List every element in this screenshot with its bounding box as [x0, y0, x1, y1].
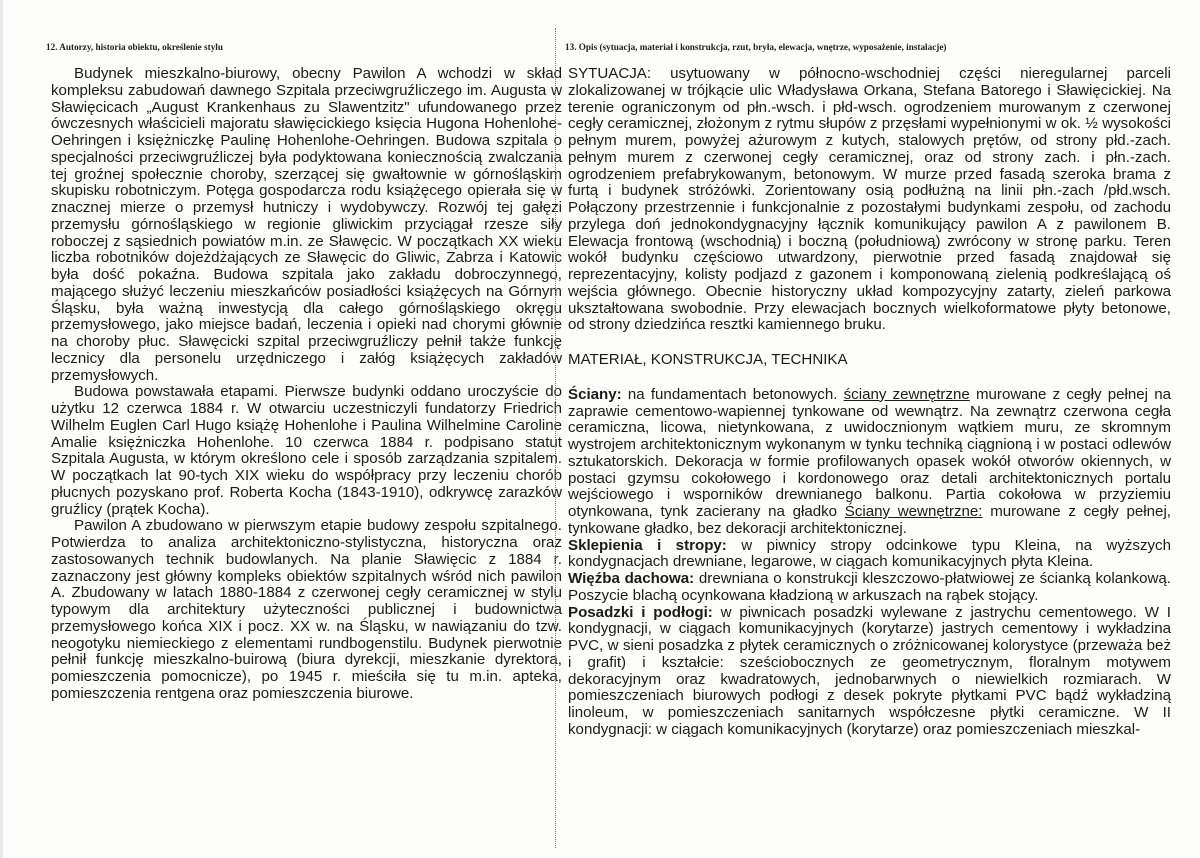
- history-paragraph: Pawilon A zbudowano w pierwszym etapie budowy zespołu szpitalnego. Potwierdza to analiza architektoniczno-stylistyczna, historyczna oraz zastosowanych technik budowlanych. Na planie Sławięcic z 1884 r. zaznaczony jest główny kompleks obiektów szpitalnych wśród nich pawilon A. Zbudowany w latach 1880-1884 z czerwonej cegły ceramicznej w stylu typowym dla architektury użyteczności publicznej i budownictwa przemysłowego końca XIX i pocz. XX w. na Śląsku, w nawiązaniu do tzw. neogotyku niemieckiego z elementami rundbogenstilu. Budynek pierwotnie pełnił funkcję mieszkalno-buirową (biura dyrekcji, mieszkanie dyrektora, pomieszczenia pomocnicze), po 1945 r. mieściła się tu m.in. apteka, pomieszczenia rentgena oraz pomieszczenia biurowe.: [51, 517, 562, 702]
- situation-paragraph: SYTUACJA: usytuowany w północno-wschodniej części nieregularnej parceli zlokalizowanej w trójkącie ulic Władysława Orkana, Stefana Batorego i Sławięcickiej. Na terenie ograniczonym od płn.-wsch. i płd-wsch. ogrodzeniem murowanym z czerwonej cegły ceramicznej, złożonym z rytmu słupów z przęsłami wypełnionymi w ok. ½ wysokości pełnym murem, powyżej ażurowym z kutych, stalowych prętów, od strony płd.-zach. pełnym murem z czerwonej cegły ceramicznej, oraz od strony zach. i płn.-zach. ogrodzeniem prefabrykowanym, betonowym. W murze przed fasadą szeroka brama z furtą i budynek stróżówki. Zorientowany osią podłużną na linii płn.-zach /płd.wsch. Połączony przestrzennie i funkcjonalnie z pozostałymi budynkami zespołu, od zachodu przylega doń jednokondygnacyjny łącznik komunikujący pawilon A z pawilonem B. Elewacja frontową (wschodnią) i boczną (południową) zwrócony w stronę parku. Teren wokół budynku częściowo utwardzony, pierwotnie przed fasadą znajdował się reprezentacyjny, kolisty podjazd z gazonem i komponowaną zielenią podkreślającą oś wejścia głównego. Obecnie historyczny układ kompozycyjny zatarty, zieleń parkowa ukształtowana swobodnie. Przy elewacjach bocznych wielkoformatowe płyty betonowe, od strony dziedzińca resztki kamiennego bruku.: [568, 65, 1171, 334]
- walls-text: murowane z cegły pełnej na zaprawie cementowo-wapiennej tynkowane od wewnątrz. Na zewnątrz czerwona cegła ceramiczna, licowa, nietynkowana, z uwidocznionym wątkiem muru, ze skromnym wystrojem architektonicznym wykonanym w tynku techniką ciągnioną i w postaci odlewów sztukatorskich. Dekoracja w formie profilowanych opasek wokół otworów okiennych, w postaci gzymsu cokołowego i kordonowego oraz detali architektonicznych portalu wejściowego i wsporników drewnianego balkonu. Partia cokołowa w przyziemiu otynkowana, tynk zacierany na gładko: [568, 385, 1171, 520]
- floors-paragraph: [568, 605, 1171, 739]
- walls-paragraph: [568, 387, 1171, 538]
- scan-edge: [0, 0, 3, 858]
- walls-internal-label: Ściany wewnętrzne:: [844, 503, 983, 520]
- ceilings-paragraph: [568, 538, 1171, 572]
- history-paragraph: Budowa powstawała etapami. Pierwsze budynki oddano uroczyście do użytku 12 czerwca 1884 r. W otwarciu uczestniczyli fundatorzy Friedrich Wilhelm Euglen Carl Hugo książę Hohenlohe i Paulina Wilhelmine Caroline Amalie księżniczka Hohenlohe. 10 czerwca 1884 r. podpisano statut Szpitala Augusta, w którym określono cele i sposób zarządzania szpitalem. W początkach lat 90-tych XIX wieku do współpracy przy leczeniu chorób płucnych pozyskano prof. Roberta Kocha (1843-1910), odkrywcę zarazków gruźlicy (prątek Kocha).: [51, 383, 562, 518]
- description-text: [568, 66, 1171, 739]
- section-12-header: 12. Autorzy, historia obiektu, określenie stylu: [46, 42, 223, 52]
- ceilings-label: Sklepienia i stropy:: [568, 536, 727, 554]
- walls-text: na fundamentach betonowych.: [621, 385, 844, 403]
- section-13-header: 13. Opis (sytuacja, materiał i konstrukcja, rzut, bryła, elewacja, wnętrze, wyposażenie, instalacje): [565, 42, 947, 52]
- roof-text: drewniana o konstrukcji kleszczowo-płatwiowej ze ścianką kolankową. Poszycie blachą ocynkowana kładzioną w arkuszach na rąbek stojący.: [568, 570, 1171, 604]
- material-section-title: MATERIAŁ, KONSTRUKCJA, TECHNIKA: [568, 351, 848, 368]
- roof-paragraph: [568, 571, 1171, 605]
- walls-text: murowane z cegły pełnej, tynkowane gładko, bez dekoracji architektonicznej.: [568, 503, 1172, 537]
- walls-label: Ściany:: [568, 385, 622, 403]
- history-text: [51, 66, 562, 703]
- left-column: [38, 0, 562, 858]
- ceilings-text: w piwnicy stropy odcinkowe typu Kleina, na wyższych kondygnacjach drewniane, legarowe, w ciągach komunikacyjnych płyta Kleina.: [568, 536, 1171, 571]
- right-column: [563, 0, 1175, 858]
- walls-external-label: ściany zewnętrzne: [843, 385, 970, 403]
- floors-text: w piwnicach posadzki wylewane z jastrychu cementowego. W I kondygnacji, w ciągach komunikacyjnych (korytarze) jastrych cementowy i wykładzina PVC, w sieni posadzka z płytek ceramicznych o zróżnicowanej kolorystyce (przeważa beż i grafit) i kształcie: sześciobocznych ze geometrycznym, floralnym motywem dekoracyjnym oraz kwadratowych, jednobarwnych o niewielkich rozmiarach. W pomieszczeniach biurowych podłogi z desek pokryte płytkami PVC bądź wykładziną linoleum, w pomieszczeniach sanitarnych współczesne płytki ceramiczne. W II kondygnacji: w ciągach komunikacyjnych (korytarze) oraz pomieszczeniach mieszkal-: [568, 603, 1171, 738]
- column-divider: [555, 28, 556, 848]
- roof-label: Więźba dachowa:: [568, 570, 695, 587]
- floors-label: Posadzki i podłogi:: [568, 603, 713, 621]
- history-paragraph: Budynek mieszkalno-biurowy, obecny Pawilon A wchodzi w skład kompleksu zabudowań dawnego Szpitala przeciwgruźliczego im. Augusta w Sławięcicach „August Krankenhaus zu Slawentzitz" ufundowanego przez ówczesnych właścicieli majoratu sławięcickiego księcia Hugona Hohenlohe-Oehringen i księżniczkę Paulinę Hohenlohe-Oehringen. Budowa szpitala o specjalności przeciwgruźliczej była podyktowana koniecznością zwalczania tej groźnej społecznie choroby, szerzącej się gwałtownie w górnośląskim skupisku robotniczym. Potęga gospodarcza rodu książęcego opierała się w znacznej mierze o przemysł hutniczy i wydobywczy. Rozwój tej gałęzi przemysłu górnośląskiego w regionie gliwickim przyciągał rzesze siły roboczej z sąsiednich powiatów m.in. ze Sławęcic. W początkach XX wieku liczba robotników dojeżdżających ze Sławęcic do Gliwic, Zabrza i Katowic była dość pokaźna. Budowa szpitala jako zakładu dobroczynnego, mającego służyć leczeniu mieszkańców posiadłości książęcych na Górnym Śląsku, była ważną inwestycją dla całego górnośląskiego okręgu przemysłowego, jako miejsce badań, leczenia i opieki nad chorymi głównie na choroby płuc. Sławęcicki szpital przeciwgruźliczy pełnił także funkcję lecznicy dla personelu urzędniczego i załóg książęcych zakładów przemysłowych.: [51, 65, 562, 384]
